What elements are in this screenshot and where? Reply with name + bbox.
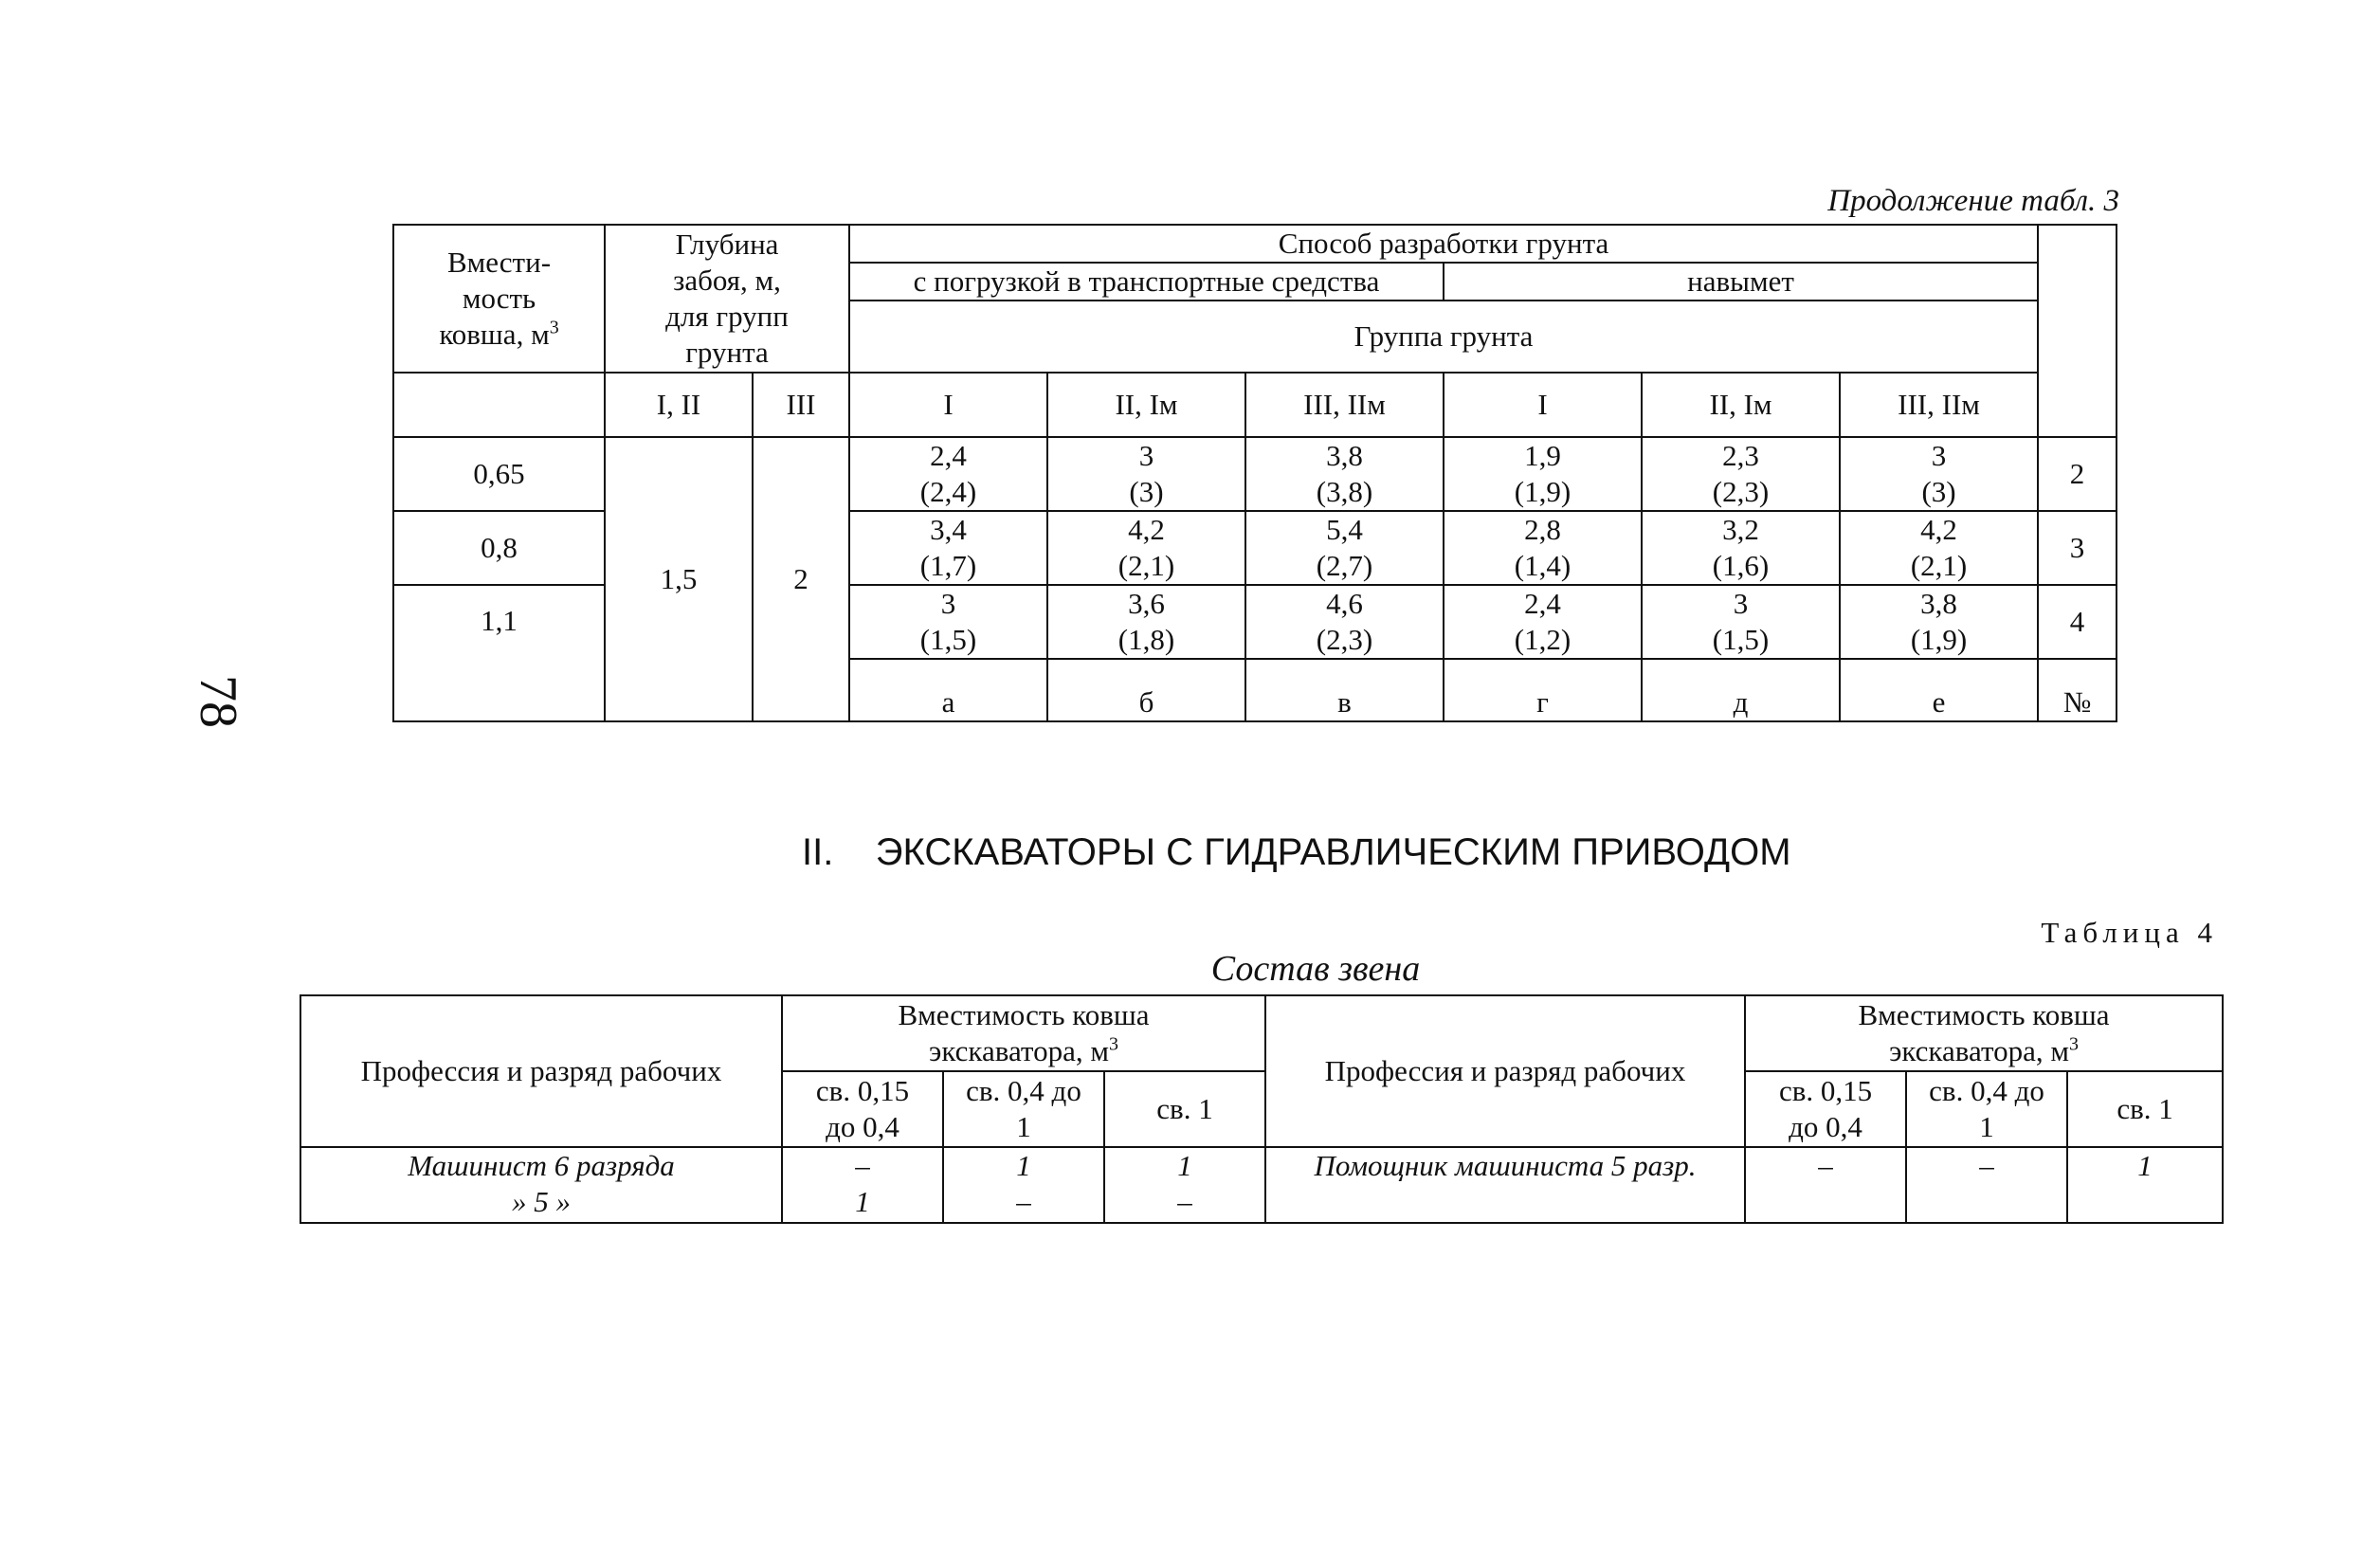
value-cell: 3,2 (1,6) [1642,511,1840,585]
table-caption: Состав звена [1210,949,1421,989]
value-cell: 1,9 (1,9) [1444,437,1642,511]
range-header: св. 0,15 до 0,4 [1745,1071,1906,1147]
value-cell: 5,4 (2,7) [1245,511,1444,585]
header-soil-group-col: I [849,373,1047,437]
row-number-cell: 3 [2038,511,2117,585]
header-soil-group-col: III, IIм [1245,373,1444,437]
header-soil-group: Группа грунта [849,301,2038,373]
value-cell: 3 (3) [1047,437,1245,511]
range-header: св. 0,15 до 0,4 [782,1071,943,1147]
number-header: № [2038,659,2117,721]
count-cell: 1 – [943,1147,1104,1223]
table-row [300,1147,2223,1223]
value-cell: 3 (1,5) [849,585,1047,659]
profession-header: Профессия и разряд рабочих [1265,995,1745,1147]
table-label: Таблица 4 [2041,916,2218,949]
value-cell: 4,2 (2,1) [1047,511,1245,585]
header-soil-group-col: I [1444,373,1642,437]
profession-cell: Машинист 6 разряда » 5 » [300,1147,782,1223]
value-cell: 4,6 (2,3) [1245,585,1444,659]
header-empty [2038,225,2117,437]
header-loading: с погрузкой в транспортные средства [849,263,1444,301]
range-header: св. 1 [1104,1071,1265,1147]
column-letter: а [849,659,1047,721]
column-letter: г [1444,659,1642,721]
range-header: св. 0,4 до 1 [1906,1071,2067,1147]
header-capacity: Вмести- мость ковша, $м^3$ [393,225,605,373]
table-row [393,437,2117,511]
header-dump: навымет [1444,263,2038,301]
capacity-cell: 0,8 [393,511,605,585]
header-soil-group-col: III, IIм [1840,373,2038,437]
count-cell: – [1745,1147,1906,1223]
header-soil-group-col: II, Iм [1047,373,1245,437]
header-capacity-cont [393,373,605,437]
profession-header: Профессия и разряд рабочих [300,995,782,1147]
section-heading: II. ЭКСКАВАТОРЫ С ГИДРАВЛИЧЕСКИМ ПРИВОДОМ [802,831,1791,873]
count-cell: – [1906,1147,2067,1223]
value-cell: 2,8 (1,4) [1444,511,1642,585]
excavator-output-table [392,224,2117,722]
row-number-cell: 4 [2038,585,2117,659]
row-number-cell: 2 [2038,437,2117,511]
capacity-cell: 1,1 [393,585,605,721]
depth-cell: 2 [753,437,849,721]
column-letter: б [1047,659,1245,721]
column-letter: в [1245,659,1444,721]
value-cell: 3 (1,5) [1642,585,1840,659]
capacity-header: Вместимость ковша экскаватора, $м^3$ [1745,995,2223,1071]
range-header: св. 1 [2067,1071,2223,1147]
value-cell: 2,3 (2,3) [1642,437,1840,511]
value-cell: 3,8 (1,9) [1840,585,2038,659]
count-cell: 1 – [1104,1147,1265,1223]
header-depth: Глубина забоя, м, для групп грунта [605,225,849,373]
value-cell: 3,6 (1,8) [1047,585,1245,659]
count-cell: 1 [2067,1147,2223,1223]
count-cell: – 1 [782,1147,943,1223]
value-cell: 2,4 (2,4) [849,437,1047,511]
header-depth-group: III [753,373,849,437]
value-cell: 3,8 (3,8) [1245,437,1444,511]
profession-cell: Помощник машиниста 5 разр. [1265,1147,1745,1223]
value-cell: 4,2 (2,1) [1840,511,2038,585]
capacity-header: Вместимость ковша экскаватора, $м^3$ [782,995,1265,1071]
value-cell: 3,4 (1,7) [849,511,1047,585]
header-soil-group-col: II, Iм [1642,373,1840,437]
header-method: Способ разработки грунта [849,225,2038,263]
value-cell: 3 (3) [1840,437,2038,511]
column-letter: е [1840,659,2038,721]
depth-cell: 1,5 [605,437,753,721]
table-continuation-label: Продолжение табл. 3 [1827,184,2119,218]
header-depth-group: I, II [605,373,753,437]
crew-composition-table [300,994,2224,1224]
column-letter: д [1642,659,1840,721]
value-cell: 2,4 (1,2) [1444,585,1642,659]
range-header: св. 0,4 до 1 [943,1071,1104,1147]
capacity-cell: 0,65 [393,437,605,511]
page-number: 78 [189,675,247,728]
